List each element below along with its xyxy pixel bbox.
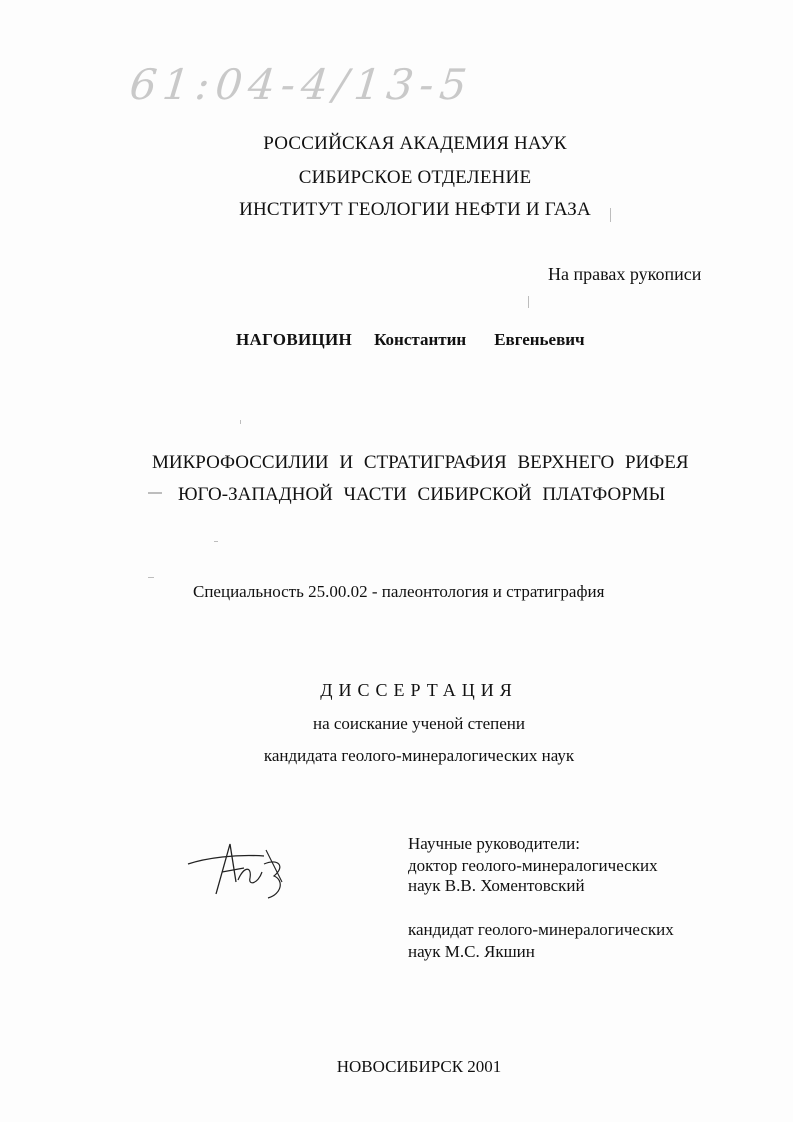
city-and-year: НОВОСИБИРСК 2001 <box>336 1057 502 1076</box>
scan-speck <box>148 577 154 578</box>
organization-institute: ИНСТИТУТ ГЕОЛОГИИ НЕФТИ И ГАЗА <box>239 199 591 220</box>
manuscript-rights: На правах рукописи <box>548 264 702 284</box>
inventory-number-handwritten: 61:04-4/13-5 <box>127 60 476 109</box>
author-given-name: Константин <box>374 330 467 349</box>
document-type: ДИССЕРТАЦИЯ <box>320 680 518 700</box>
author-name <box>236 330 585 350</box>
degree-line-2: кандидата геолого-минералогических наук <box>263 746 575 765</box>
supervisor-1-name: наук В.В. Хоментовский <box>408 876 585 895</box>
supervisor-2-degree: кандидат геолого-минералогических <box>408 920 674 939</box>
organization-academy: РОССИЙСКАЯ АКАДЕМИЯ НАУК <box>263 133 567 154</box>
supervisors-heading: Научные руководители: <box>408 834 580 853</box>
scan-speck <box>528 296 529 308</box>
author-patronymic: Евгеньевич <box>494 330 585 349</box>
organization-branch: СИБИРСКОЕ ОТДЕЛЕНИЕ <box>298 167 532 188</box>
scan-speck <box>240 420 241 424</box>
scan-speck <box>610 208 611 222</box>
author-surname: НАГОВИЦИН <box>236 330 353 349</box>
scan-speck <box>214 541 218 542</box>
supervisor-2-name: наук М.С. Якшин <box>408 942 535 961</box>
dissertation-title-line-1: МИКРОФОССИЛИИ И СТРАТИГРАФИЯ ВЕРХНЕГО РИФЕЯ <box>152 452 689 473</box>
degree-line-1: на соискание ученой степени <box>312 714 526 733</box>
dissertation-title-line-2: ЮГО-ЗАПАДНОЙ ЧАСТИ СИБИРСКОЙ ПЛАТФОРМЫ <box>178 484 666 505</box>
specialty: Специальность 25.00.02 - палеонтология и стратиграфия <box>193 582 605 601</box>
scan-speck <box>148 492 162 494</box>
author-signature <box>186 836 296 900</box>
supervisor-1-degree: доктор геолого-минералогических <box>408 856 658 875</box>
